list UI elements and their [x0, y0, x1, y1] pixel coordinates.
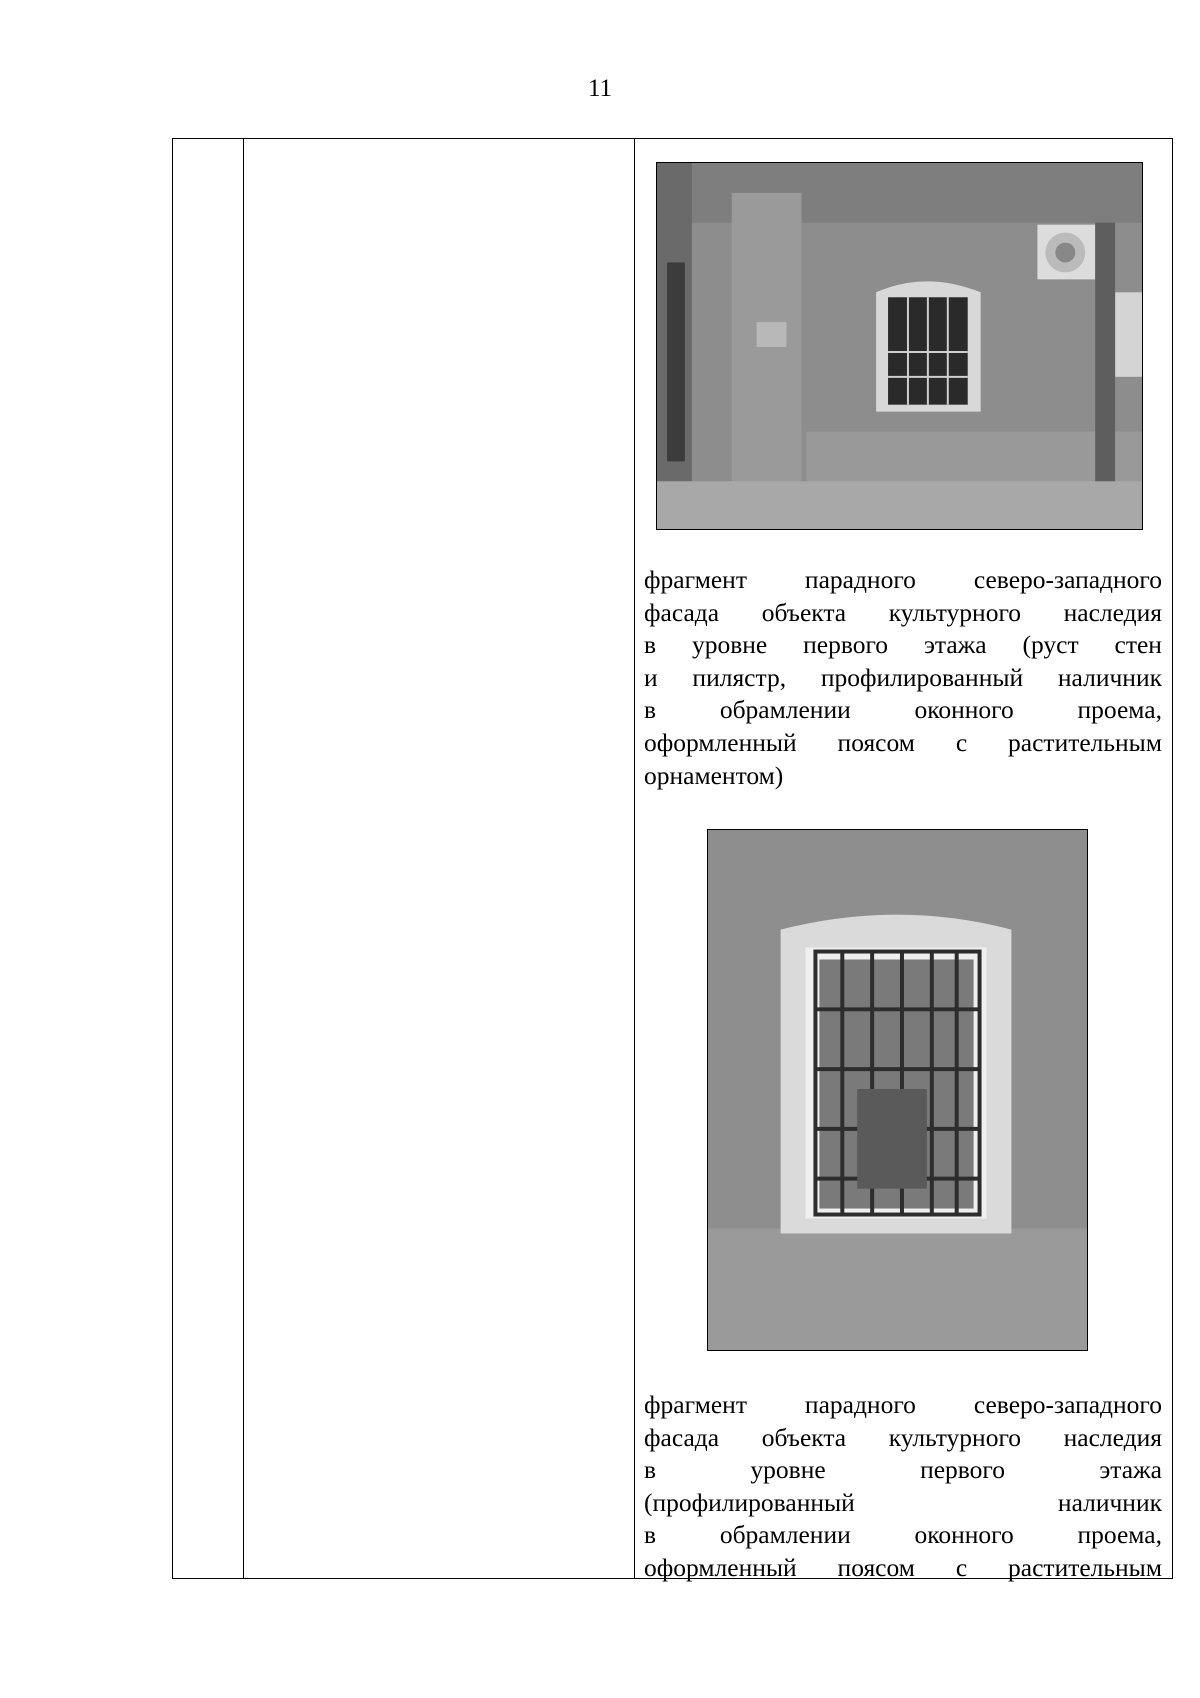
photo-caption — [644, 564, 1162, 792]
facade-photo — [656, 162, 1143, 530]
caption-line: и пилястр, профилированный наличник — [644, 662, 1162, 692]
page-number: 11 — [587, 75, 613, 102]
table-column-divider — [243, 139, 244, 1578]
window-photo — [707, 829, 1088, 1351]
document-table — [172, 138, 1173, 1582]
caption-line: фрагмент парадного северо-западного — [644, 565, 1162, 594]
caption-line: в обрамлении оконного проема, — [644, 695, 1162, 725]
photo-caption — [644, 1389, 1162, 1585]
caption-line: (профилированный наличник — [644, 1487, 1162, 1517]
caption-line: оформленный поясом с растительным — [644, 1552, 1162, 1582]
caption-line: фасада объекта культурного наследия — [644, 597, 1162, 627]
caption-line: орнаментом) — [644, 760, 784, 790]
caption-line: в уровне первого этажа (руст стен — [644, 630, 1162, 660]
caption-line: фрагмент парадного северо-западного — [644, 1390, 1162, 1419]
caption-line: в обрамлении оконного проема, — [644, 1520, 1162, 1550]
caption-line: фасада объекта культурного наследия — [644, 1422, 1162, 1452]
caption-line: оформленный поясом с растительным — [644, 727, 1162, 757]
table-column-divider — [634, 139, 635, 1578]
caption-line: в уровне первого этажа — [644, 1455, 1162, 1485]
